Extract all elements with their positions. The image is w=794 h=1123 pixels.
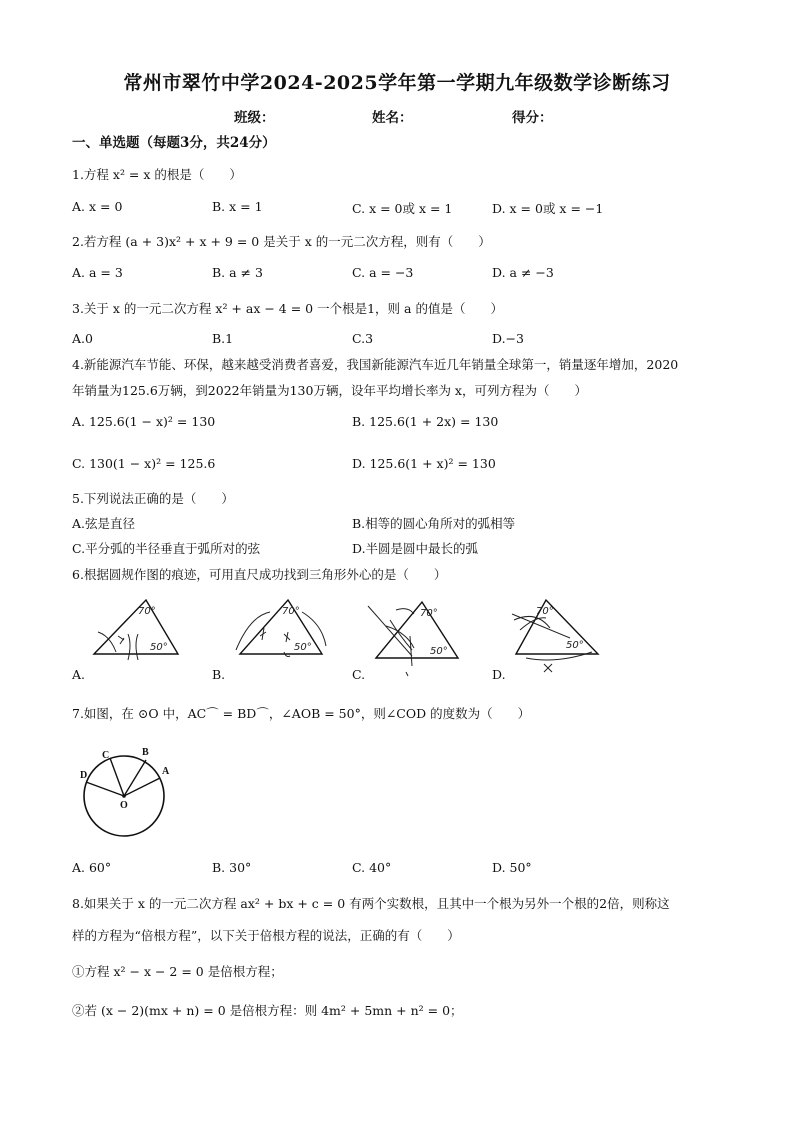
q7-option-c: C. 40° <box>352 860 392 875</box>
q2-option-c: C. a = −3 <box>352 265 414 280</box>
q6-figure-c <box>366 596 466 678</box>
q3-option-a: A.0 <box>72 331 93 346</box>
question-5-stem: 5.下列说法正确的是（ ） <box>72 491 234 506</box>
q6-option-c-label: C. <box>352 667 366 682</box>
q4-option-c: C. 130(1 − x)² = 125.6 <box>72 456 216 471</box>
angle-label-50: 50° <box>430 646 448 657</box>
q5-option-d: D.半圆是圆中最长的弧 <box>352 541 479 556</box>
angle-label-70: 70° <box>420 608 438 619</box>
q4-option-b: B. 125.6(1 + 2x) = 130 <box>352 414 499 429</box>
point-c-label: C <box>102 750 110 761</box>
q6-figure-b <box>230 596 330 668</box>
q2-option-a: A. a = 3 <box>72 265 123 280</box>
q6-option-b-label: B. <box>212 667 226 682</box>
q4-option-a: A. 125.6(1 − x)² = 130 <box>72 414 216 429</box>
point-b-label: B <box>142 747 149 758</box>
q2-option-b: B. a ≠ 3 <box>212 265 263 280</box>
angle-label-50: 50° <box>294 642 312 653</box>
q3-option-d: D.−3 <box>492 331 524 346</box>
question-3-stem: 3.关于 x 的一元二次方程 x² + ax − 4 = 0 一个根是1，则 a 的值是（ ） <box>72 301 503 316</box>
angle-label-50: 50° <box>150 642 168 653</box>
angle-label-70: 70° <box>138 606 156 617</box>
q8-statement-2: ②若 (x − 2)(mx + n) = 0 是倍根方程：则 4m² + 5mn + n² = 0； <box>72 1003 463 1018</box>
q3-option-c: C.3 <box>352 331 374 346</box>
q3-option-b: B.1 <box>212 331 234 346</box>
question-4-stem-line2: 年销量为125.6万辆，到2022年销量为130万辆，设年平均增长率为 x，可列方程为（ ） <box>72 383 587 398</box>
question-4-stem-line1: 4.新能源汽车节能、环保，越来越受消费者喜爱，我国新能源汽车近几年销量全球第一，销量逐年增加，2020 <box>72 357 679 372</box>
q1-option-a: A. x = 0 <box>72 199 123 214</box>
q6-option-d-label: D. <box>492 667 506 682</box>
angle-label-70: 70° <box>536 606 554 617</box>
question-2-stem: 2.若方程 (a + 3)x² + x + 9 = 0 是关于 x 的一元二次方程，则有（ ） <box>72 234 491 249</box>
q6-figure-d <box>506 596 606 678</box>
point-d-label: D <box>80 770 88 781</box>
q8-statement-1: ①方程 x² − x − 2 = 0 是倍根方程； <box>72 964 283 979</box>
q5-option-c: C.平分弧的半径垂直于弧所对的弦 <box>72 541 261 556</box>
point-o-label: O <box>120 800 128 811</box>
q5-option-b: B.相等的圆心角所对的弧相等 <box>352 516 516 531</box>
question-1-stem: 1.方程 x² = x 的根是（ ） <box>72 167 242 182</box>
name-field-label: 姓名： <box>372 110 413 126</box>
q1-option-b: B. x = 1 <box>212 199 263 214</box>
q2-option-d: D. a ≠ −3 <box>492 265 554 280</box>
question-6-stem: 6.根据圆规作图的痕迹，可用直尺成功找到三角形外心的是（ ） <box>72 567 447 582</box>
q1-option-c: C. x = 0或 x = 1 <box>352 201 453 216</box>
q7-option-a: A. 60° <box>72 860 112 875</box>
point-a-label: A <box>162 766 170 777</box>
q6-figure-a <box>88 596 184 668</box>
q6-option-a-label: A. <box>72 667 86 682</box>
q5-option-a: A.弦是直径 <box>72 516 136 531</box>
angle-label-70: 70° <box>282 606 300 617</box>
question-7-stem: 7.如图，在 ⊙O 中，AC⌒ = BD⌒，∠AOB = 50°，则∠COD 的度数为（ ） <box>72 706 531 721</box>
section-heading: 一、单选题（每题3分，共24分） <box>72 135 276 151</box>
class-field-label: 班级： <box>234 110 275 126</box>
score-field-label: 得分： <box>512 110 553 126</box>
q7-circle-figure <box>74 744 174 844</box>
q7-option-b: B. 30° <box>212 860 252 875</box>
q1-option-d: D. x = 0或 x = −1 <box>492 201 604 216</box>
question-8-stem-line2: 样的方程为“倍根方程”，以下关于倍根方程的说法，正确的有（ ） <box>72 928 460 943</box>
q7-option-d: D. 50° <box>492 860 532 875</box>
q4-option-d: D. 125.6(1 + x)² = 130 <box>352 456 496 471</box>
angle-label-50: 50° <box>566 640 584 651</box>
question-8-stem-line1: 8.如果关于 x 的一元二次方程 ax² + bx + c = 0 有两个实数根，且其中一个根为另外一个根的2倍，则称这 <box>72 896 670 911</box>
page-title: 常州市翠竹中学2024-2025学年第一学期九年级数学诊断练习 <box>123 72 671 94</box>
